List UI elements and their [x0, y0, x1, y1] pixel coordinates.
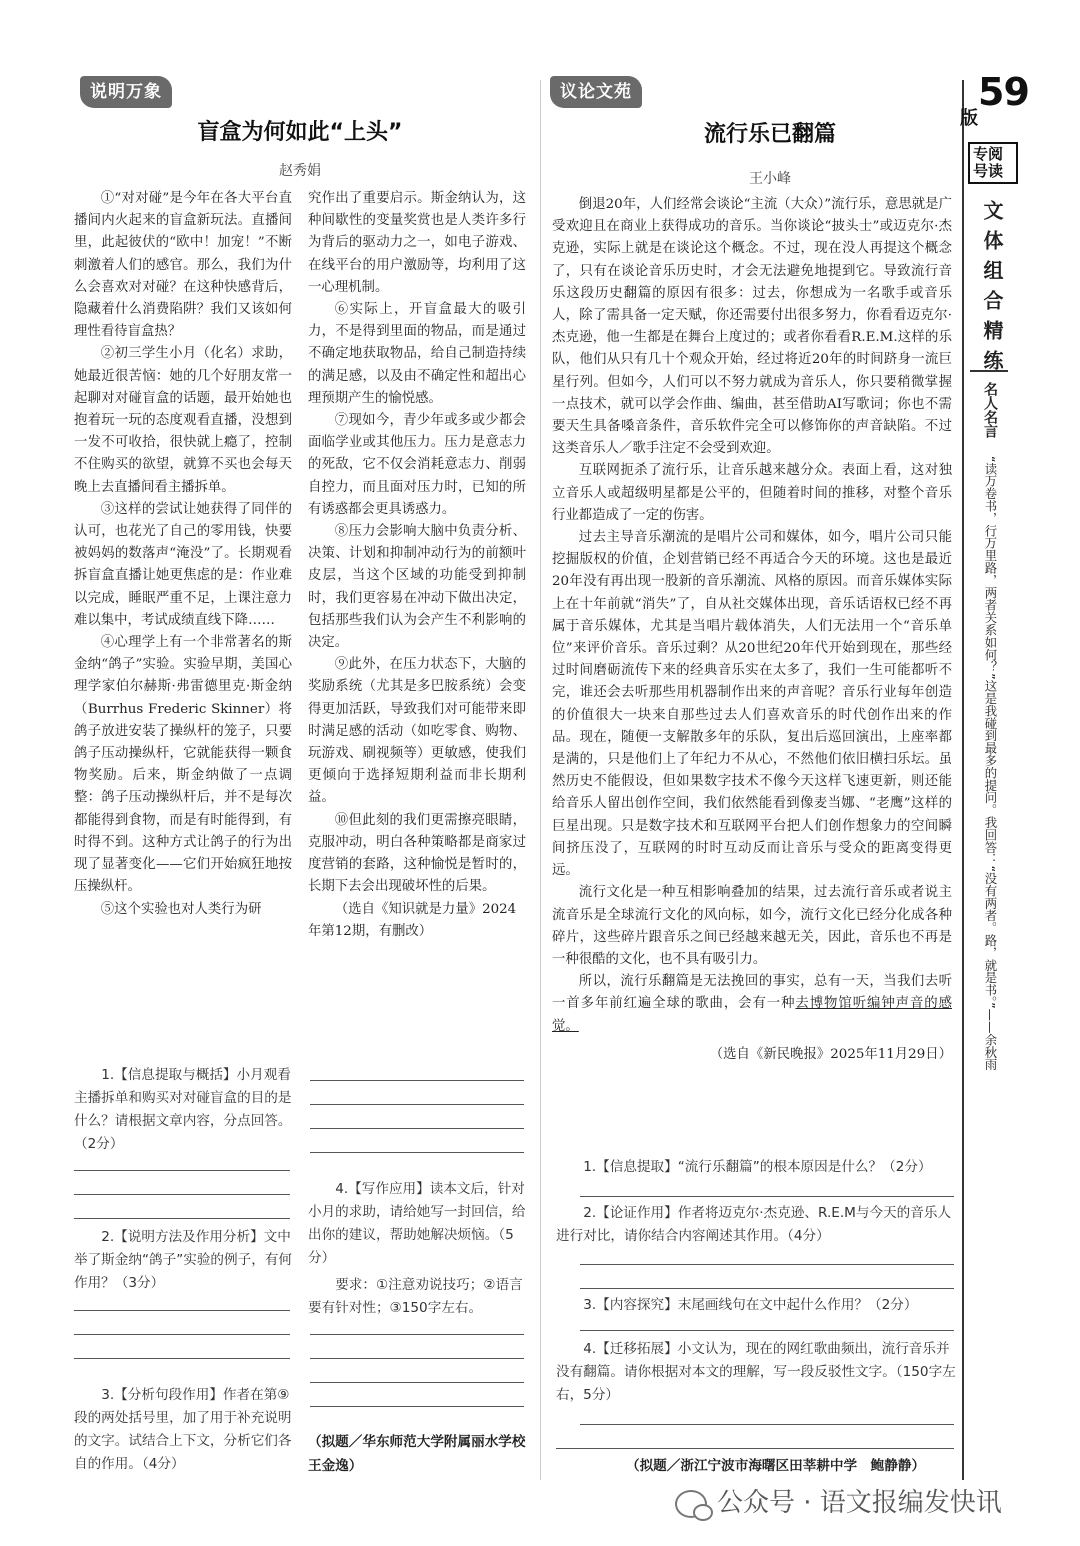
article1-author: 赵秀娟 — [279, 163, 321, 179]
article1-column2 — [308, 188, 526, 943]
question-text: 4.【迁移拓展】小文认为，现在的网红歌曲频出，流行音乐并没有翻篇。请你根据对本文的理解，写一段反驳性文字。（150字左右，5分） — [556, 1341, 956, 1403]
answer-line[interactable] — [310, 1358, 524, 1359]
question-text: 1.【信息提取与概括】小月观看主播拆单和购买对对碰盲盒的目的是什么？请根据文章内容，分点回答。（2分） — [74, 1067, 292, 1152]
wechat-icon — [675, 1490, 707, 1518]
answer-line[interactable] — [556, 1448, 954, 1449]
article2-last-para-text: 所以，流行乐翻篇是无法挽回的事实，总有一天，当我们去听一首多年前红遍全球的歌曲，会有一种 — [552, 974, 952, 1012]
section-badge-shuoming: 说明万象 — [80, 76, 172, 108]
quote-text: “读万卷书，行万里路，两者关系如何？”这是我碰到最多的提问。我回答：“没有两者。路，就是书。”——余秋雨 — [983, 456, 998, 1071]
answer-line[interactable] — [310, 1152, 524, 1153]
sidebar-rule — [970, 370, 1008, 372]
article1-para: ⑩但此刻的我们更需擦亮眼睛，克服冲动，明白各种策略都是商家过度营销的套路，这种愉悦是暂时的，长期下去会出现破坏性的后果。 — [308, 812, 526, 895]
article2-para — [552, 971, 952, 1038]
answer-line[interactable] — [310, 1080, 524, 1081]
article2-question-4 — [556, 1338, 956, 1407]
answer-line[interactable] — [580, 1264, 954, 1265]
article1-para: ③这样的尝试让她获得了同伴的认可，也花光了自己的零用钱，快要被妈妈的数落声“淹没”了。长期观看拆盲盒直播让她更焦虑的是：作业难以完成，睡眠严重不足，上课注意力难以集中，考试成绩直线下降…… — [74, 501, 292, 628]
article2-para: 流行文化是一种互相影响叠加的结果，过去流行音乐或者说主流音乐是全球流行文化的风向标，如今，流行文化已经分化成各种碎片，这些碎片跟音乐之间已经越来越无关，因此，音乐也不再是一种很酷的文化，也不具有吸引力。 — [552, 885, 952, 967]
question-text: 3.【内容探究】末尾画线句在文中起什么作用？（2分） — [583, 1297, 918, 1313]
article1-column1 — [74, 188, 292, 921]
article1-para: ①“对对碰”是今年在各大平台直播间内火起来的盲盒新玩法。直播间里，此起彼伏的“欧中！加宠！”不断刺激着人们的感官。那么，我们为什么会喜欢对对碰？在这种快感背后，隐藏着什么消费陷阱？我们又该如何理性看待盲盒热？ — [74, 191, 292, 340]
article1-title: 盲盒为何如此“上头” — [197, 120, 403, 145]
article2-author: 王小峰 — [749, 171, 791, 187]
question-text: 1.【信息提取】“流行乐翻篇”的根本原因是什么？（2分） — [583, 1159, 932, 1175]
ban-label: 版 — [960, 108, 978, 129]
article1-question-2 — [74, 1226, 292, 1295]
article1-source: （选自《知识就是力量》2024年第12期，有删改） — [308, 901, 517, 939]
article1-para: ⑧压力会影响大脑中负责分析、决策、计划和抑制冲动行为的前额叶皮层，当这个区域的功能受到抑制时，我们更容易在冲动下做出决定，包括那些我们认为会产生不利影响的决定。 — [308, 524, 526, 651]
article2-body — [552, 194, 952, 1066]
question-text: 4.【写作应用】读本文后，针对小月的求助，请给她写一封回信，给出你的建议，帮助她解决烦恼。（5分） — [308, 1181, 526, 1266]
article2-underlined-sentence: 去博物馆听编钟声音的感觉。 — [552, 996, 953, 1034]
article2-source: （选自《新民晚报》2025年11月29日） — [709, 1046, 952, 1062]
article1-para: ⑤这个实验也对人类行为研 — [100, 901, 262, 917]
article2-para: 倒退20年，人们经常会谈论“主流（大众）”流行乐，意思就是广受欢迎且在商业上获得成功的音乐。当你谈论“披头士”或迈克尔·杰克逊，实际上就是在谈论这个概念。不过，现在没人再提这个概念了，只有在谈论音乐历史时，才会无法避免地提到它。导致流行音乐这段历史翻篇的原因有很多：过去，你想成为一名歌手或音乐人，除了需具备一定天赋，你还需要付出很多努力，你看看迈克尔·杰克逊，他一生都是在舞台上度过的；或者你看看R.E.M.这样的乐队，他们从只有几十个观众开始，经过将近20年的时间跻身一流巨星行列。但如今，人们可以不努力就成为音乐人，你只要稍微掌握一点技术，就可以学会作曲、编曲，甚至借助AI写歌词；你也不需要天生具备嗓音条件，音乐软件完全可以修饰你的声音缺陷。不过这类音乐人／歌手注定不会受到欢迎。 — [552, 197, 952, 457]
article2-title: 流行乐已翻篇 — [703, 122, 836, 147]
question-text: 2.【论证作用】作者将迈克尔·杰克逊、R.E.M与今天的音乐人进行对比，请你结合内容阐述其作用。（4分） — [556, 1205, 952, 1244]
watermark — [675, 1482, 1002, 1519]
answer-line[interactable] — [74, 1310, 290, 1311]
column-divider-left — [540, 80, 541, 1480]
answer-line[interactable] — [74, 1194, 290, 1195]
question-text: 3.【分析句段作用】作者在第⑨段的两处括号里，加了用于补充说明的文字。试结合上下文，分析它们各自的作用。（4分） — [74, 1387, 292, 1472]
article2-para: 过去主导音乐潮流的是唱片公司和媒体，如今，唱片公司只能挖掘版权的价值，企划营销已经不再适合今天的环境。这也是最近20年没有再出现一股新的音乐潮流、风格的原因。而音乐媒体实际上在十年前就“消失”了，自从社交媒体出现，音乐话语权已经不再属于音乐媒体，尤其是当唱片载体消失，人们无法用一个“音乐单位”来评价音乐。音乐过剩？从20世纪20年代开始到现在，那些经过时间磨砺流传下来的经典音乐实在太多了，我们一生可能都听不完，谁还会去听那些用机器制作出来的声音呢？音乐行业每年创造的价值很大一块来自那些过去人们喜欢音乐的时代创作出来的作品。现在，随便一支解散多年的乐队，复出后巡回演出，上座率都是满的，只是他们上了年纪力不从心，不然他们依旧横扫乐坛。虽然历史不能假设，但如果数字技术不像今天这样飞速更新，则还能给音乐人留出创作空间，我们依然能看到像麦当娜、“老鹰”这样的巨星出现。只是数字技术和互联网平台把人们创作想象力的空间瞬间挤压没了，互联网的时时互动反而让音乐与受众的距离变得更远。 — [552, 530, 952, 879]
answer-line[interactable] — [310, 1128, 524, 1129]
answer-line[interactable] — [74, 1218, 290, 1219]
question-requirements: 要求：①注意劝说技巧；②语言要有针对性；③150字左右。 — [308, 1277, 523, 1316]
quote-label: 名人名言 — [982, 382, 998, 438]
article1-para: ⑥实际上，开盲盒最大的吸引力，不是得到里面的物品，而是通过不确定地获取物品，给自己制造持续的满足感，以及由不确定性和超出心理预期产生的愉悦感。 — [308, 302, 526, 406]
article1-para: ②初三学生小月（化名）求助，她最近很苦恼：她的几个好朋友常一起聊对对碰盲盒的话题，最开始她也抱着玩一玩的态度观看直播，没想到一发不可收拾，很快就上瘾了，控制不住购买的欲望，就算不买也会每天晚上去直播间看主播拆单。 — [74, 346, 292, 495]
answer-line[interactable] — [580, 1424, 954, 1425]
answer-line[interactable] — [580, 1196, 954, 1197]
answer-line[interactable] — [580, 1288, 954, 1289]
answer-line[interactable] — [310, 1334, 524, 1335]
page-number: 59 — [978, 70, 1029, 114]
question-text: 2.【说明方法及作用分析】文中举了斯金纳“鸽子”实验的例子，有何作用？（3分） — [74, 1229, 292, 1291]
answer-line[interactable] — [580, 1330, 954, 1331]
answer-line[interactable] — [74, 1334, 290, 1335]
article2-para: 互联网扼杀了流行乐，让音乐越来越分众。表面上看，这对独立音乐人或超级明星都是公平的，但随着时间的推移，对整个音乐行业都造成了一定的伤害。 — [552, 463, 952, 523]
article1-question-3 — [74, 1384, 292, 1476]
answer-line[interactable] — [74, 1170, 290, 1171]
article1-para: ⑦现如今，青少年或多或少都会面临学业或其他压力。压力是意志力的死敌，它不仅会消耗意志力、削弱自控力，而且面对压力时，已知的所有诱惑都会更具诱惑力。 — [308, 413, 526, 517]
article1-credit: （拟题／华东师范大学附属丽水学校 王金逸） — [308, 1434, 540, 1474]
article1-question-4 — [308, 1178, 526, 1320]
answer-line[interactable] — [74, 1358, 290, 1359]
watermark-text: 公众号 · 语文报编发快讯 — [717, 1488, 1002, 1518]
article2-question-2 — [556, 1202, 956, 1248]
section-name: 文体组合精练 — [980, 200, 1004, 380]
section-badge-yilun: 议论文苑 — [550, 76, 642, 108]
article2-question-3 — [556, 1294, 956, 1317]
answer-line[interactable] — [310, 1406, 524, 1407]
article1-question-1 — [74, 1064, 292, 1156]
article1-para: ④心理学上有一个非常著名的斯金纳“鸽子”实验。实验早期，美国心理学家伯尔赫斯·弗雷德里克·斯金纳（Burrhus Frederic Skinner）将鸽子放进安装了操纵杆的笼子，只要鸽子压动操纵杆，它就能获得一颗食物奖励。后来，斯金纳做了一点调整：鸽子压动操纵杆后，并不是每次都能得到食物，而是有时能得到，有时得不到。这种方式让鸽子的行为出现了显著变化——它们开始疯狂地按压操纵杆。 — [74, 635, 292, 895]
article2-credit: （拟题／浙江宁波市海曙区田莘耕中学 鲍静静） — [626, 1458, 926, 1474]
brand-logo: 专阅号读 — [968, 142, 1018, 184]
article1-para: 究作出了重要启示。斯金纳认为，这种间歇性的变量奖赏也是人类许多行为背后的驱动力之一，如电子游戏、在线平台的用户激励等，均利用了这一心理机制。 — [308, 191, 526, 295]
article2-question-1 — [556, 1156, 956, 1179]
answer-line[interactable] — [310, 1382, 524, 1383]
article1-para: ⑨此外，在压力状态下，大脑的奖励系统（尤其是多巴胺系统）会变得更加活跃，导致我们对可能带来即时满足感的活动（如吃零食、购物、玩游戏、刷视频等）更敏感，使我们更倾向于选择短期利益而非长期利益。 — [308, 657, 526, 806]
column-divider-right — [962, 80, 964, 1480]
answer-line[interactable] — [310, 1104, 524, 1105]
